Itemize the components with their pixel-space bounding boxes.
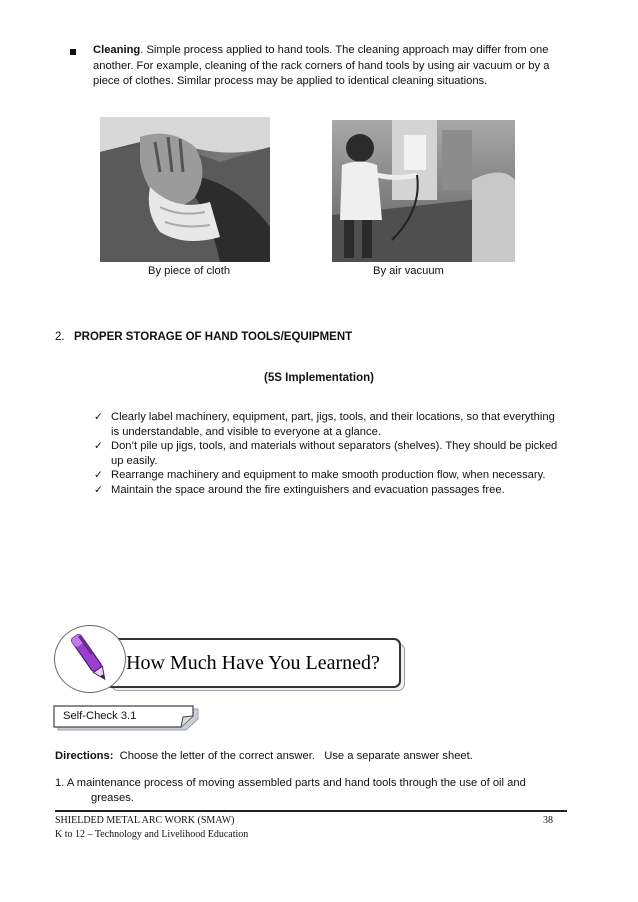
check-icon: ✓ <box>94 440 103 452</box>
caption-air-vacuum: By air vacuum <box>373 265 444 277</box>
footer-program: K to 12 – Technology and Livelihood Education <box>55 829 249 840</box>
section-subtitle: (5S Implementation) <box>264 372 374 384</box>
photo-cleaning-air-vacuum <box>332 120 515 262</box>
banner-title: How Much Have You Learned? <box>126 652 380 674</box>
pen-icon <box>55 626 125 692</box>
section-title: PROPER STORAGE OF HAND TOOLS/EQUIPMENT <box>74 331 353 343</box>
footer-course-title: SHIELDED METAL ARC WORK (SMAW) <box>55 815 235 826</box>
checklist-item: ✓ Maintain the space around the fire extinguishers and evacuation passages free. <box>94 483 505 496</box>
checklist-item: ✓ Rearrange machinery and equipment to make smooth production flow, when necessary. <box>94 469 546 481</box>
page-number: 38 <box>543 815 553 826</box>
directions-label: Directions: <box>55 750 114 762</box>
question-1 <box>55 776 567 805</box>
directions-text: Choose the letter of the correct answer. Use a separate answer sheet. <box>113 750 473 762</box>
self-check-label: Self-Check 3.1 <box>63 710 137 722</box>
check-icon: ✓ <box>94 483 103 496</box>
question-1-continuation: greases. <box>91 791 134 804</box>
check-icon: ✓ <box>94 411 103 423</box>
section-number: 2. <box>55 331 65 343</box>
checklist <box>94 410 564 497</box>
bullet-square-icon <box>70 49 76 55</box>
directions <box>55 750 473 762</box>
footer-rule <box>55 810 567 812</box>
photo-cleaning-cloth <box>100 117 270 262</box>
cleaning-body: . Simple process applied to hand tools. The cleaning approach may differ from one another. For example, cleaning of the rack corners of hand tools by using air vacuum or by a piece of clothes. Similar process may be applied to identical cleaning situations. <box>93 44 550 87</box>
cleaning-paragraph <box>93 43 568 90</box>
caption-cloth: By piece of cloth <box>148 265 231 277</box>
question-1-first-line: 1. A maintenance process of moving assembled parts and hand tools through the use of oil and <box>55 777 526 789</box>
check-icon: ✓ <box>94 469 103 481</box>
pen-circle <box>54 625 126 693</box>
checklist-item: ✓ Clearly label machinery, equipment, part, jigs, tools, and their locations, so that everything is understandable, and visible to everyone at a glance. <box>94 411 555 438</box>
checklist-item: ✓ Don’t pile up jigs, tools, and materials without separators (shelves). They should be picked up easily. <box>94 440 558 467</box>
cleaning-title: Cleaning <box>93 44 141 56</box>
